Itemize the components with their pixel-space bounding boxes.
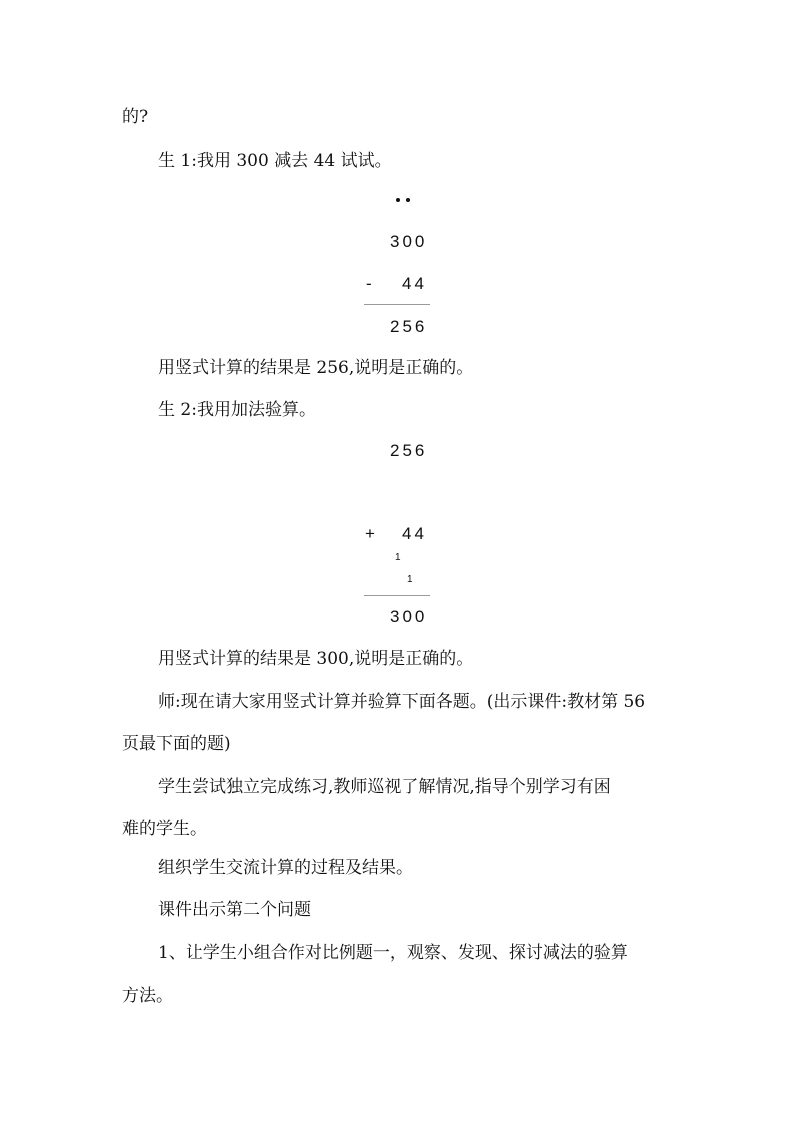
- addition-conclusion: 用竖式计算的结果是 300,说明是正确的。: [158, 649, 474, 669]
- student-practice-line2: 难的学生。: [122, 819, 207, 839]
- group-work-line2: 方法。: [122, 986, 173, 1006]
- borrow-dot: [406, 198, 410, 202]
- exchange-paragraph: 组织学生交流计算的过程及结果。: [158, 858, 413, 878]
- teacher-instruction-line1: 师:现在请大家用竖式计算并验算下面各题。(出示课件:教材第 56: [158, 692, 646, 712]
- calc-divider: [364, 304, 430, 305]
- group-work-line1: 1、让学生小组合作对比例题一，观察、发现、探讨减法的验算: [158, 943, 628, 963]
- teacher-instruction-line2: 页最下面的题): [122, 734, 231, 754]
- calc-divider: [364, 595, 430, 596]
- carry-digit: 1: [395, 552, 401, 563]
- student1-statement: 生 1:我用 300 减去 44 试试。: [158, 151, 392, 171]
- student2-statement: 生 2:我用加法验算。: [158, 400, 316, 420]
- subtrahend: 44: [402, 274, 427, 293]
- sum: 300: [390, 607, 428, 626]
- difference: 256: [390, 317, 428, 336]
- plus-sign: +: [365, 524, 378, 543]
- addend-2: 44: [402, 524, 427, 543]
- minus-sign: -: [366, 274, 375, 293]
- borrow-dot: [396, 198, 400, 202]
- addend-1: 256: [390, 441, 428, 460]
- minuend: 300: [390, 232, 428, 251]
- carry-digit: 1: [407, 574, 413, 585]
- subtraction-conclusion: 用竖式计算的结果是 256,说明是正确的。: [158, 358, 474, 378]
- student-practice-line1: 学生尝试独立完成练习,教师巡视了解情况,指导个别学习有困: [158, 777, 611, 797]
- second-question-paragraph: 课件出示第二个问题: [158, 900, 311, 920]
- paragraph-continuation: 的?: [122, 107, 149, 127]
